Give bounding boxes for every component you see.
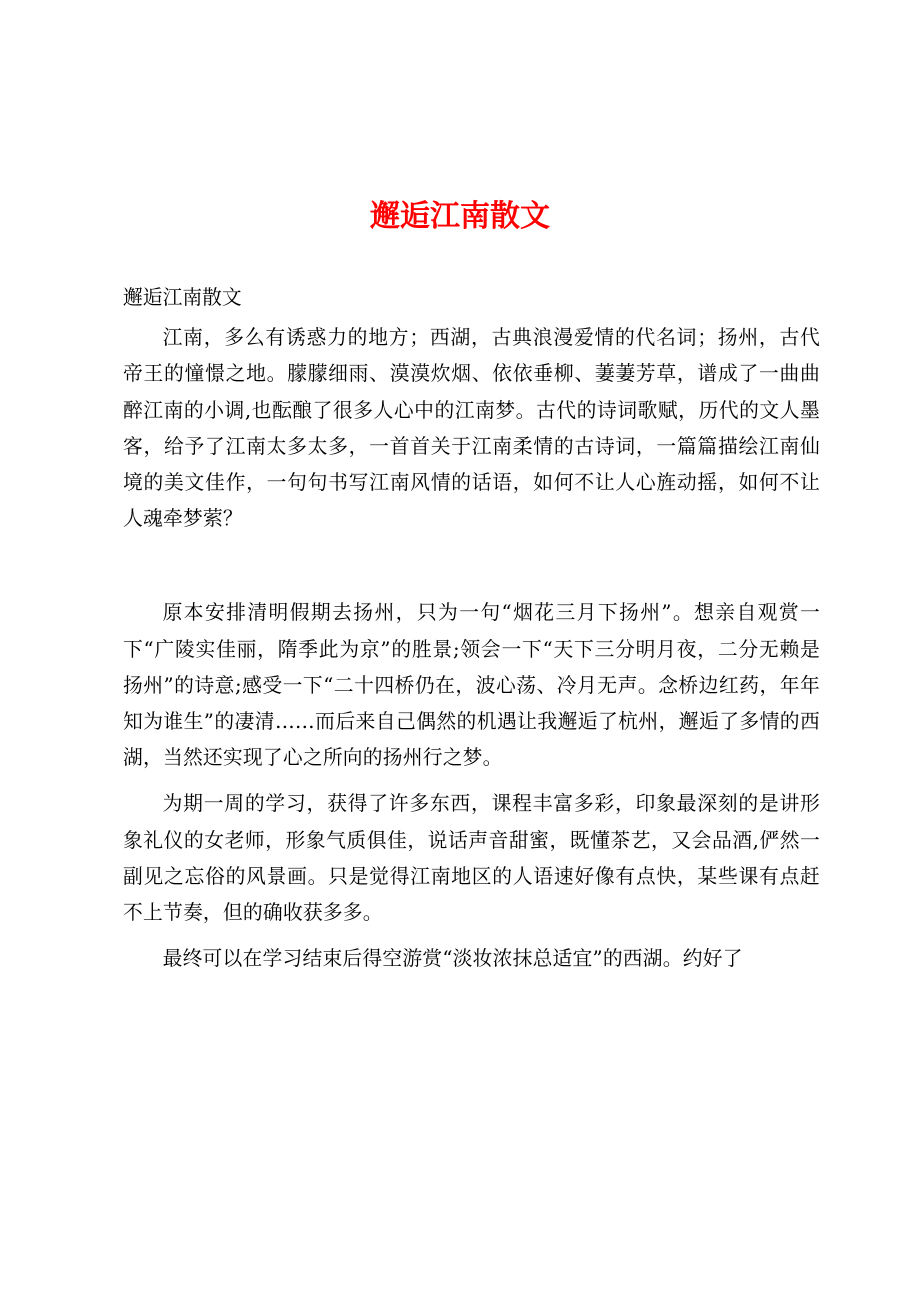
document-subtitle: 邂逅江南散文 — [123, 286, 242, 309]
document-body — [123, 280, 820, 987]
document-title: 邂逅江南散文 — [370, 199, 550, 234]
paragraph: 江南，多么有诱惑力的地方；西湖，古典浪漫爱情的代名词；扬州，古代帝王的憧憬之地。朦朦细雨、漠漠炊烟、依依垂柳、萋萋芳草，谱成了一曲曲醉江南的小调,也酝酿了很多人心中的江南梦。古代的诗词歌赋，历代的文人墨客，给予了江南太多太多，一首首关于江南柔情的古诗词，一篇篇描绘江南仙境的美文佳作，一句句书写江南风情的话语，如何不让人心旌动摇，如何不让人魂牵梦萦？ — [123, 326, 820, 531]
paragraph: 最终可以在学习结束后得空游赏“淡妆浓抹总适宜”的西湖。约好了 — [162, 947, 743, 971]
paragraph: 为期一周的学习，获得了许多东西，课程丰富多彩，印象最深刻的是讲形象礼仪的女老师，形象气质俱佳，说话声音甜蜜，既懂茶艺，又会品酒,俨然一副见之忘俗的风景画。只是觉得江南地区的人语速好像有点快，某些课有点赶不上节奏，但的确收获多多。 — [123, 792, 820, 925]
paragraph: 原本安排清明假期去扬州，只为一句“烟花三月下扬州”。想亲自观赏一下“广陵实佳丽，隋季此为京”的胜景;领会一下“天下三分明月夜，二分无赖是扬州”的诗意;感受一下“二十四桥仍在，波心荡、冷月无声。念桥边红药，年年知为谁生”的凄清……而后来自己偶然的机遇让我邂逅了杭州，邂逅了多情的西湖，当然还实现了心之所向的扬州行之梦。 — [123, 601, 820, 770]
